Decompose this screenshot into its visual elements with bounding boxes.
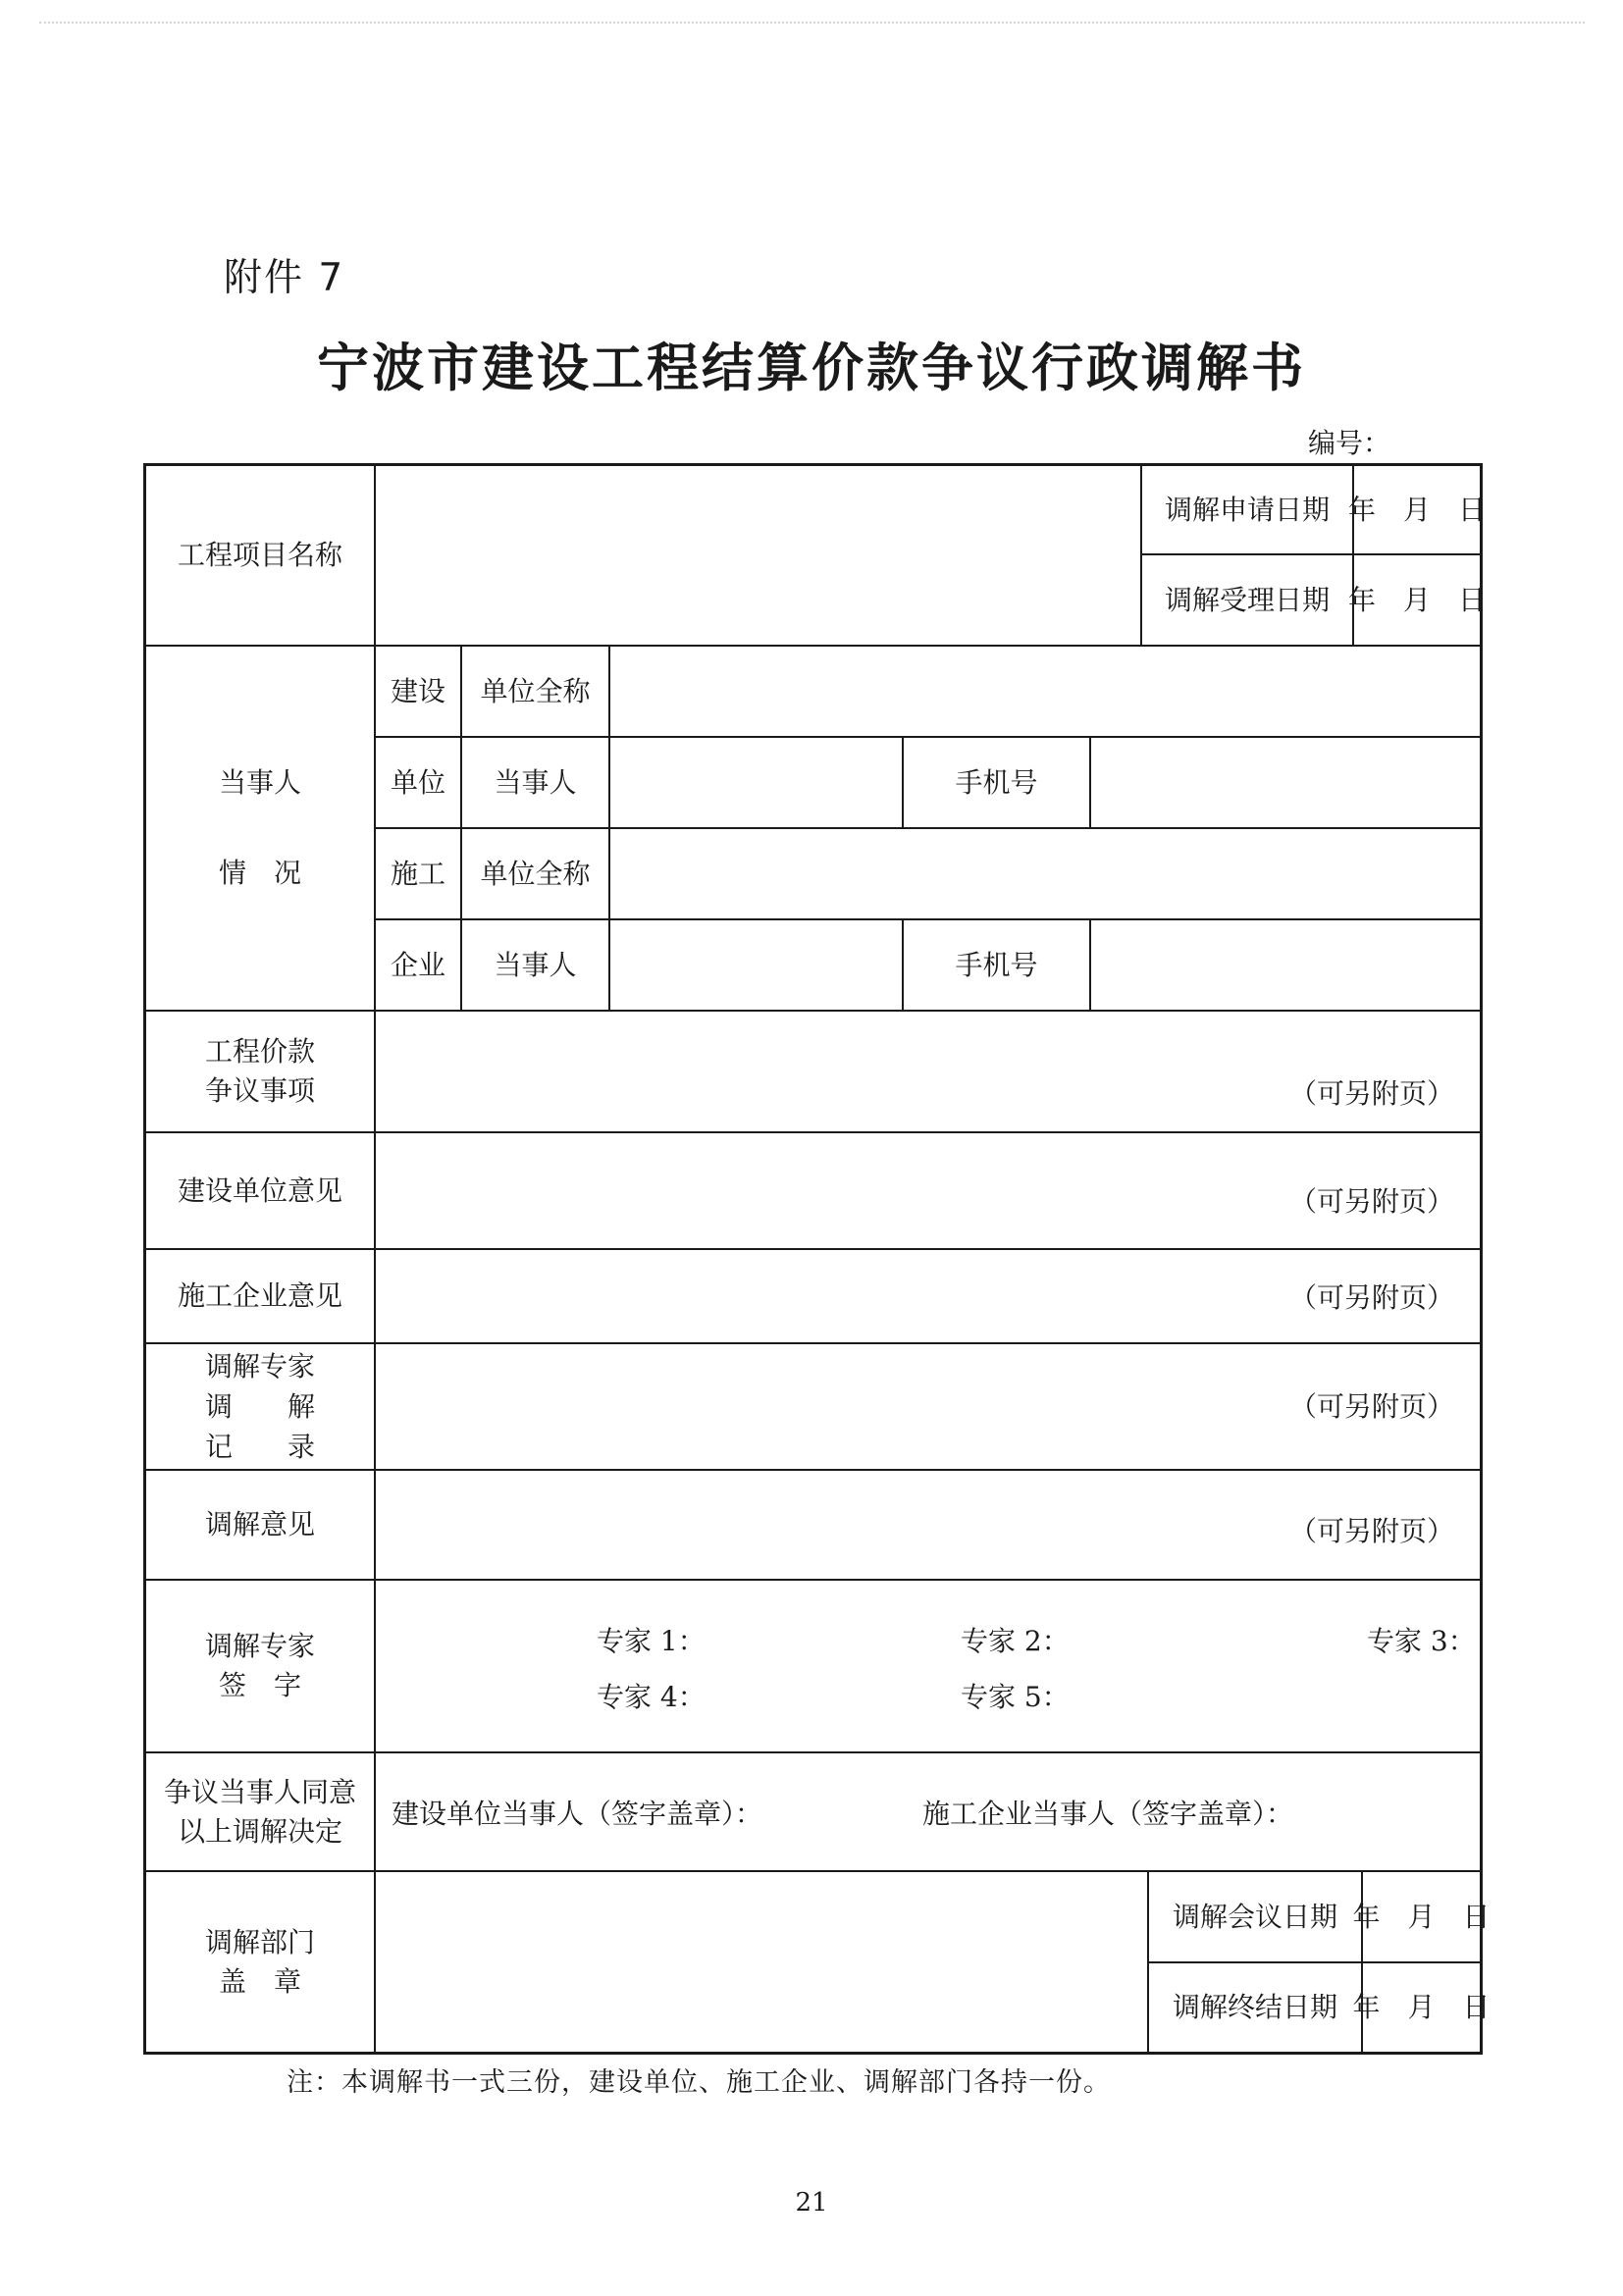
dispute-items-field[interactable] [376, 1012, 1480, 1131]
extra-page-note: （可另附页） [1288, 1390, 1454, 1423]
builder-opinion-field[interactable] [376, 1133, 1480, 1248]
contractor-party-field[interactable] [610, 920, 902, 1010]
contractor-phone-field[interactable] [1091, 920, 1480, 1010]
project-name-field[interactable] [376, 466, 1140, 645]
expert-1-signature[interactable]: 专家 1： [597, 1625, 706, 1657]
extra-page-note: （可另附页） [1288, 1515, 1454, 1547]
contractor-full-name-label: 单位全称 [480, 857, 591, 890]
doc-number-label: 编号： [1308, 427, 1391, 459]
final-date-label: 调解终结日期 [1172, 1991, 1337, 2023]
contractor-party-signature[interactable]: 施工企业当事人（签字盖章）： [922, 1798, 1294, 1830]
meeting-date-field[interactable]: 年 月 日 [1352, 1900, 1491, 1933]
expert-signature-area [376, 1581, 1480, 1751]
builder-party-label: 当事人 [494, 765, 577, 799]
builder-party-signature[interactable]: 建设单位当事人（签字盖章）： [392, 1798, 763, 1830]
contractor-party-label: 当事人 [494, 948, 577, 981]
accept-date-field[interactable]: 年 月 日 [1347, 583, 1487, 616]
contractor-opinion-field[interactable] [376, 1250, 1480, 1342]
agreement-label: 争议当事人同意 以上调解决定 [163, 1775, 356, 1848]
attachment-label: 附件 7 [224, 256, 345, 300]
contractor-opinion-label: 施工企业意见 [177, 1279, 342, 1312]
mediation-form-table [143, 463, 1491, 2055]
agreement-signature-area [376, 1753, 1480, 1870]
meeting-date-label: 调解会议日期 [1172, 1900, 1337, 1933]
department-stamp-field[interactable] [376, 1872, 1147, 2052]
expert-3-signature[interactable]: 专家 3： [1367, 1625, 1476, 1657]
department-stamp-label: 调解部门 盖 章 [204, 1925, 315, 1998]
apply-date-field[interactable]: 年 月 日 [1347, 493, 1487, 526]
expert-record-label: 调解专家 调 解 记 录 [204, 1350, 315, 1463]
apply-date-label: 调解申请日期 [1164, 493, 1330, 526]
dispute-items-label: 工程价款 争议事项 [204, 1035, 315, 1107]
builder-full-name-field[interactable] [610, 647, 1480, 736]
project-name-label: 工程项目名称 [177, 539, 342, 571]
builder-label-bottom: 单位 [390, 765, 445, 799]
builder-opinion-label: 建设单位意见 [177, 1174, 342, 1207]
document-title: 宁波市建设工程结算价款争议行政调解书 [317, 339, 1306, 398]
builder-phone-label: 手机号 [955, 765, 1038, 799]
parties-section-label: 当事人 情 况 [218, 766, 301, 889]
scan-top-rule [39, 22, 1585, 24]
final-date-field[interactable]: 年 月 日 [1352, 1991, 1491, 2023]
expert-signature-label: 调解专家 签 字 [204, 1630, 315, 1701]
expert-5-signature[interactable]: 专家 5： [961, 1681, 1070, 1713]
builder-label-top: 建设 [390, 674, 445, 707]
accept-date-label: 调解受理日期 [1164, 583, 1330, 616]
extra-page-note: （可另附页） [1288, 1185, 1454, 1218]
expert-4-signature[interactable]: 专家 4： [597, 1681, 706, 1713]
extra-page-note: （可另附页） [1288, 1281, 1454, 1314]
mediation-opinion-label: 调解意见 [204, 1508, 315, 1540]
mediation-opinion-field[interactable] [376, 1471, 1480, 1579]
extra-page-note: （可另附页） [1288, 1077, 1454, 1110]
footnote: 注：本调解书一式三份，建设单位、施工企业、调解部门各持一份。 [287, 2067, 1111, 2098]
expert-2-signature[interactable]: 专家 2： [961, 1625, 1070, 1657]
contractor-label-bottom: 企业 [390, 948, 445, 981]
builder-full-name-label: 单位全称 [480, 674, 591, 707]
contractor-phone-label: 手机号 [955, 948, 1038, 981]
builder-phone-field[interactable] [1091, 738, 1480, 827]
contractor-full-name-field[interactable] [610, 829, 1480, 918]
contractor-label-top: 施工 [390, 857, 445, 890]
page-number: 21 [795, 2188, 828, 2218]
builder-party-field[interactable] [610, 738, 902, 827]
expert-record-field[interactable] [376, 1344, 1480, 1469]
